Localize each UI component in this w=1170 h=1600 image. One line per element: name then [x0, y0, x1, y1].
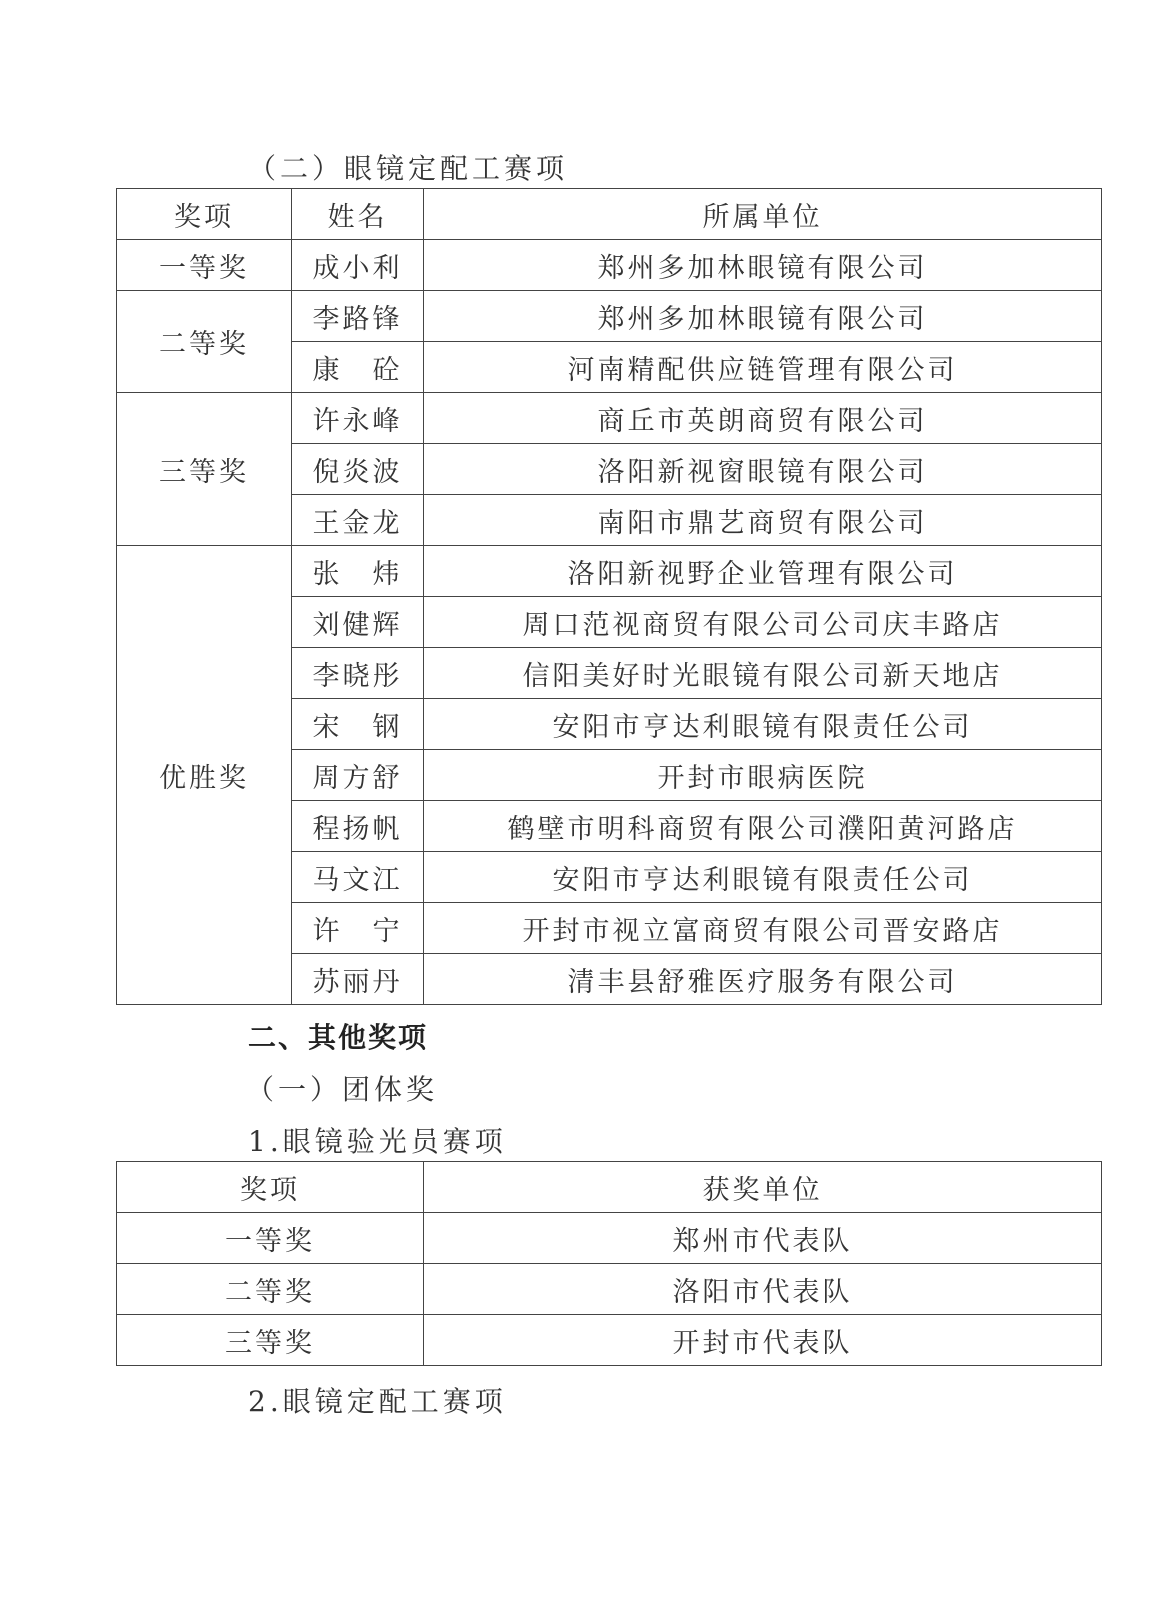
unit-cell: 郑州多加林眼镜有限公司: [424, 291, 1102, 342]
award-cell: 优胜奖: [117, 546, 292, 1005]
name-cell: 程扬帆: [292, 801, 424, 852]
award-cell: 二等奖: [117, 291, 292, 393]
unit-cell: 周口范视商贸有限公司公司庆丰路店: [424, 597, 1102, 648]
section-a-title: （二）眼镜定配工赛项: [248, 152, 569, 185]
award-cell: 一等奖: [117, 1213, 424, 1264]
name-cell: 王金龙: [292, 495, 424, 546]
table-header-row: [117, 189, 1102, 240]
team-awards-table: [116, 1161, 1102, 1366]
award-cell: 二等奖: [117, 1264, 424, 1315]
name-cell: 许 宁: [292, 903, 424, 954]
unit-cell: 郑州多加林眼镜有限公司: [424, 240, 1102, 291]
name-cell: 康 砼: [292, 342, 424, 393]
section-b1-title: （一）团体奖: [246, 1073, 439, 1106]
name-cell: 倪炎波: [292, 444, 424, 495]
unit-cell: 洛阳新视窗眼镜有限公司: [424, 444, 1102, 495]
name-cell: 宋 钢: [292, 699, 424, 750]
unit-cell: 洛阳市代表队: [424, 1264, 1102, 1315]
name-cell: 周方舒: [292, 750, 424, 801]
unit-cell: 鹤壁市明科商贸有限公司濮阳黄河路店: [424, 801, 1102, 852]
unit-cell: 开封市代表队: [424, 1315, 1102, 1366]
unit-cell: 商丘市英朗商贸有限公司: [424, 393, 1102, 444]
table-row: [117, 1213, 1102, 1264]
unit-cell: 安阳市亨达利眼镜有限责任公司: [424, 852, 1102, 903]
unit-cell: 洛阳新视野企业管理有限公司: [424, 546, 1102, 597]
item1-title: 1.眼镜验光员赛项: [248, 1125, 507, 1158]
name-cell: 刘健辉: [292, 597, 424, 648]
table-header-row: [117, 1162, 1102, 1213]
award-cell: 一等奖: [117, 240, 292, 291]
unit-cell: 郑州市代表队: [424, 1213, 1102, 1264]
table-row: [117, 240, 1102, 291]
header-name: 姓名: [292, 189, 424, 240]
unit-cell: 开封市眼病医院: [424, 750, 1102, 801]
header-unit: 获奖单位: [424, 1162, 1102, 1213]
unit-cell: 河南精配供应链管理有限公司: [424, 342, 1102, 393]
name-cell: 李路锋: [292, 291, 424, 342]
name-cell: 马文江: [292, 852, 424, 903]
table-row: [117, 291, 1102, 342]
optician-fitter-awards-table: [116, 188, 1102, 1005]
name-cell: 李晓彤: [292, 648, 424, 699]
name-cell: 苏丽丹: [292, 954, 424, 1005]
unit-cell: 南阳市鼎艺商贸有限公司: [424, 495, 1102, 546]
table-row: [117, 393, 1102, 444]
awards-table-body: [117, 189, 1102, 1005]
unit-cell: 清丰县舒雅医疗服务有限公司: [424, 954, 1102, 1005]
name-cell: 许永峰: [292, 393, 424, 444]
section-b-title: 二、其他奖项: [248, 1021, 429, 1054]
team-table-body: [117, 1162, 1102, 1366]
table-row: [117, 546, 1102, 597]
table-row: [117, 1264, 1102, 1315]
header-award: 奖项: [117, 189, 292, 240]
header-award: 奖项: [117, 1162, 424, 1213]
name-cell: 成小利: [292, 240, 424, 291]
unit-cell: 开封市视立富商贸有限公司晋安路店: [424, 903, 1102, 954]
unit-cell: 信阳美好时光眼镜有限公司新天地店: [424, 648, 1102, 699]
table-row: [117, 1315, 1102, 1366]
header-unit: 所属单位: [424, 189, 1102, 240]
unit-cell: 安阳市亨达利眼镜有限责任公司: [424, 699, 1102, 750]
award-cell: 三等奖: [117, 393, 292, 546]
award-cell: 三等奖: [117, 1315, 424, 1366]
item2-title: 2.眼镜定配工赛项: [248, 1385, 507, 1418]
name-cell: 张 炜: [292, 546, 424, 597]
